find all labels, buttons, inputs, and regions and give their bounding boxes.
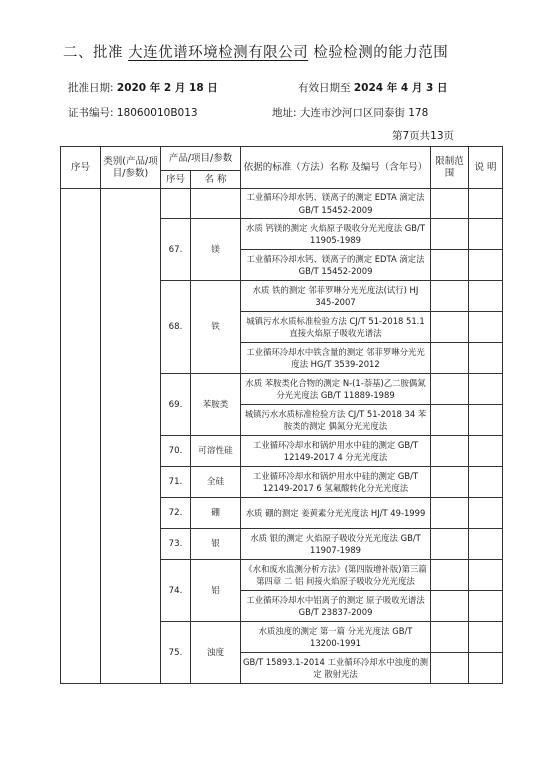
standard-cell: 工业循环冷却水钙、镁离子的测定 EDTA 滴定法 GB/T 15452-2009 <box>241 189 431 219</box>
capability-table <box>60 146 503 684</box>
note-cell <box>469 374 503 405</box>
item-no-cell: 70. <box>161 436 191 467</box>
standard-cell: 工业循环冷却水和锅炉用水中硅的测定 GB/T 12149-2017 4 分光光度法 <box>241 436 431 467</box>
limit-cell <box>431 189 469 219</box>
limit-cell <box>431 591 469 622</box>
address: 地址: 大连市沙河口区同泰街 178 <box>272 107 429 119</box>
item-name-cell: 硼 <box>191 498 241 529</box>
item-name-cell: 镁 <box>191 219 241 281</box>
limit-cell <box>431 436 469 467</box>
limit-cell <box>431 312 469 343</box>
header-product: 产品/项目/参数 <box>161 147 241 171</box>
limit-cell <box>431 498 469 529</box>
standard-cell: 工业循环冷却水和锅炉用水中硅的测定 GB/T 12149-2017 6 氢氟酸转化分光光度法 <box>241 467 431 498</box>
note-cell <box>469 498 503 529</box>
item-name-cell: 可溶性硅 <box>191 436 241 467</box>
standard-cell: 水质 硼的测定 姜黄素分光光度法 HJ/T 49-1999 <box>241 498 431 529</box>
limit-cell <box>431 374 469 405</box>
standard-cell: 城镇污水水质标准检验方法 CJ/T 51-2018 34 苯胺类的测定 偶氮分光光度法 <box>241 405 431 436</box>
note-cell <box>469 467 503 498</box>
title-suffix: 检验检测的能力范围 <box>313 45 449 61</box>
header-note: 说 明 <box>469 147 503 189</box>
item-name-cell: 浊度 <box>191 622 241 684</box>
standard-cell: 《水和废水监测分析方法》(第四版增补版)第三篇 第四章 二 铝 间接火焰原子吸收分光光度法 <box>241 560 431 591</box>
standard-cell: GB/T 15893.1-2014 工业循环冷却水中浊度的测定 散射光法 <box>241 653 431 684</box>
cert-number: 证书编号: 18060010B013 <box>68 107 198 119</box>
approve-date: 批准日期: 2020 年 2 月 18 日 <box>68 82 218 94</box>
item-name-cell <box>191 189 241 219</box>
limit-cell <box>431 622 469 653</box>
note-cell <box>469 436 503 467</box>
item-no-cell: 69. <box>161 374 191 436</box>
limit-cell <box>431 250 469 281</box>
standard-cell: 水质 苯胺类化合物的测定 N-(1-萘基)乙二胺偶氮分光光度法 GB/T 11889-1989 <box>241 374 431 405</box>
item-no-cell: 68. <box>161 281 191 374</box>
limit-cell <box>431 653 469 684</box>
header-limit: 限制范围 <box>431 147 469 189</box>
standard-cell: 工业循环冷却水钙、镁离子的测定 EDTA 滴定法 GB/T 15452-2009 <box>241 250 431 281</box>
item-no-cell: 71. <box>161 467 191 498</box>
item-no-cell <box>161 189 191 219</box>
header-name: 名 称 <box>191 171 241 189</box>
standard-cell: 工业循环冷却水中铝离子的测定 原子吸收光谱法 GB/T 23837-2009 <box>241 591 431 622</box>
note-cell <box>469 622 503 653</box>
page-number: 第7页共13页 <box>392 130 455 142</box>
note-cell <box>469 653 503 684</box>
item-name-cell: 银 <box>191 529 241 560</box>
page-title <box>63 41 448 62</box>
item-no-cell: 72. <box>161 498 191 529</box>
item-name-cell: 铁 <box>191 281 241 374</box>
item-no-cell: 75. <box>161 622 191 684</box>
limit-cell <box>431 343 469 374</box>
note-cell <box>469 250 503 281</box>
note-cell <box>469 529 503 560</box>
item-no-cell: 67. <box>161 219 191 281</box>
note-cell <box>469 591 503 622</box>
item-no-cell: 73. <box>161 529 191 560</box>
item-name-cell: 铝 <box>191 560 241 622</box>
note-cell <box>469 189 503 219</box>
limit-cell <box>431 405 469 436</box>
limit-cell <box>431 560 469 591</box>
note-cell <box>469 343 503 374</box>
standard-cell: 水质浊度的测定 第一篇 分光光度法 GB/T 13200-1991 <box>241 622 431 653</box>
note-cell <box>469 219 503 250</box>
header-standard: 依据的标准（方法）名称 及编号（含年号） <box>241 147 431 189</box>
header-seq: 序号 <box>61 147 101 189</box>
limit-cell <box>431 529 469 560</box>
org-name: 大连优谱环境检测有限公司 <box>128 45 309 61</box>
note-cell <box>469 281 503 312</box>
header-sub-seq: 序号 <box>161 171 191 189</box>
header-category: 类别(产品/项目/参数) <box>101 147 161 189</box>
standard-cell: 水质 钙镁的测定 火焰原子吸收分光光度法 GB/T 11905-1989 <box>241 219 431 250</box>
standard-cell: 工业循环冷却水中铁含量的测定 邻菲罗啉分光光度法 HG/T 3539-2012 <box>241 343 431 374</box>
note-cell <box>469 560 503 591</box>
standard-cell: 水质 铁的测定 邻菲罗啉分光光度法(试行) HJ 345-2007 <box>241 281 431 312</box>
note-cell <box>469 405 503 436</box>
item-no-cell: 74. <box>161 560 191 622</box>
seq-cell <box>61 189 101 684</box>
item-name-cell: 全硅 <box>191 467 241 498</box>
title-prefix: 二、批准 <box>63 45 123 61</box>
standard-cell: 水质 银的测定 火焰原子吸收分光光度法 GB/T 11907-1989 <box>241 529 431 560</box>
limit-cell <box>431 219 469 250</box>
standard-cell: 城镇污水水质标准检验方法 CJ/T 51-2018 51.1 直接火焰原子吸收光谱法 <box>241 312 431 343</box>
note-cell <box>469 312 503 343</box>
category-cell <box>101 189 161 684</box>
item-name-cell: 苯胺类 <box>191 374 241 436</box>
limit-cell <box>431 467 469 498</box>
limit-cell <box>431 281 469 312</box>
valid-date: 有效日期至 2024 年 4 月 3 日 <box>298 82 448 94</box>
